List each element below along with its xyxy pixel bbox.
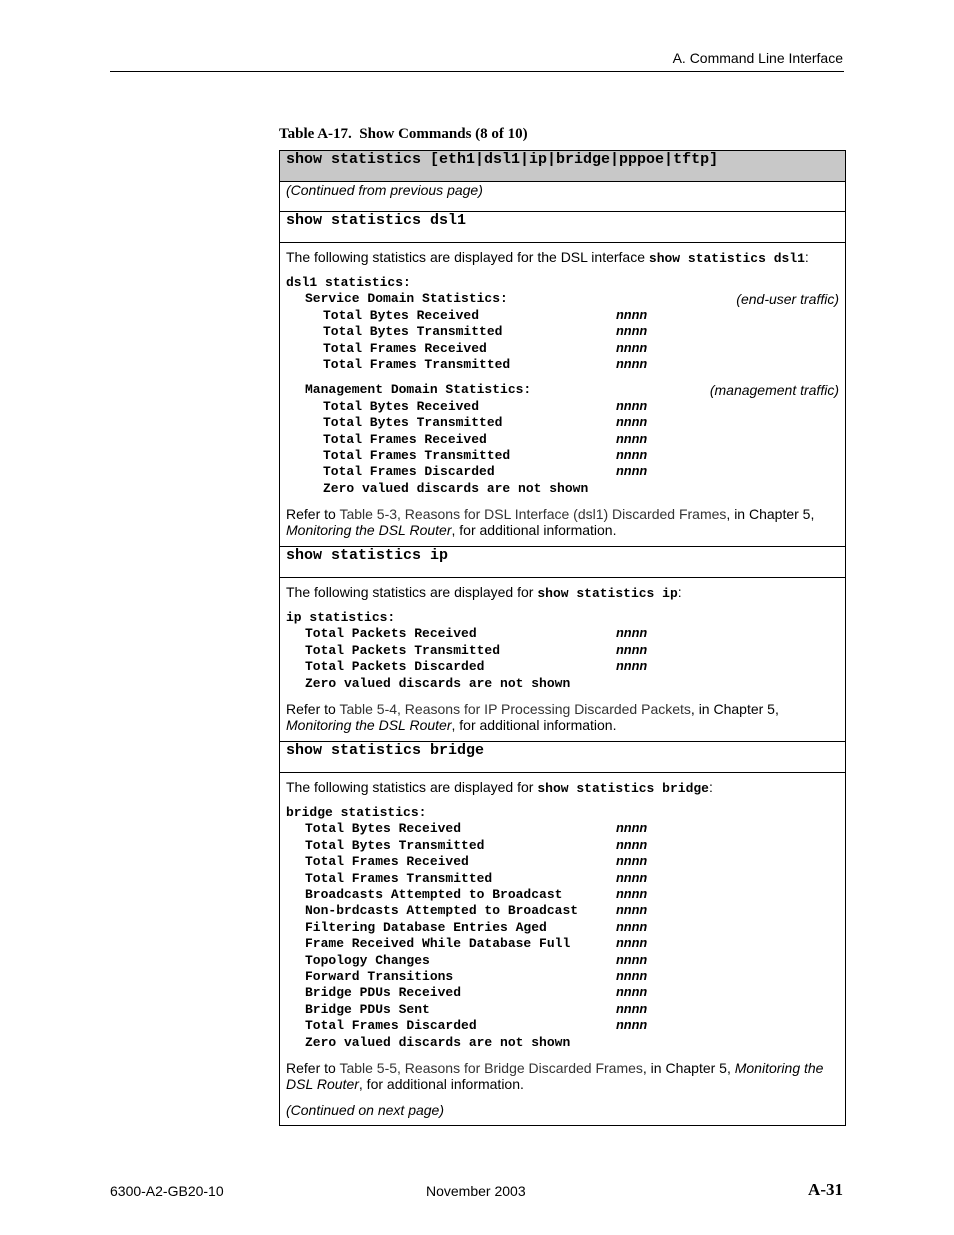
dsl1-mgmt-stat-line-value: nnnn bbox=[616, 398, 648, 414]
bridge-stat-line-value: nnnn bbox=[616, 903, 648, 919]
ip-stat-line-value: nnnn bbox=[616, 659, 648, 675]
dsl1-reference-link[interactable]: Table 5-3, Reasons for DSL Interface (dsl1) Discarded Frames bbox=[339, 506, 727, 523]
dsl1-body-row bbox=[280, 243, 846, 547]
dsl1-service-heading: Service Domain Statistics: (end-user traffic) bbox=[305, 291, 839, 308]
show-commands-table bbox=[279, 150, 846, 1126]
bridge-stat-line bbox=[286, 985, 839, 1001]
ip-reference-link[interactable]: Table 5-4, Reasons for IP Processing Discarded Packets bbox=[339, 701, 691, 718]
bridge-heading: bridge statistics: bbox=[286, 805, 427, 821]
bridge-stat-line-value: nnnn bbox=[616, 985, 648, 1001]
bridge-stat-line-label: Total Frames Transmitted bbox=[305, 870, 493, 886]
dsl1-mgmt-note: (management traffic) bbox=[709, 382, 839, 399]
table-caption-title: Show Commands (8 of 10) bbox=[359, 126, 528, 142]
dsl1-mgmt-stat-line-value: nnnn bbox=[616, 447, 648, 463]
dsl1-reference: Refer to Table 5-3, Reasons for DSL Interface (dsl1) Discarded Frames, in Chapter 5, Monitoring the DSL Router, for additional information. bbox=[286, 506, 815, 539]
dsl1-service-stat-line-label: Total Bytes Transmitted bbox=[323, 324, 503, 340]
footer-date: November 2003 bbox=[426, 1183, 526, 1199]
dsl1-service-stat-line bbox=[286, 357, 839, 373]
dsl1-mgmt-stat-line-value: nnnn bbox=[616, 431, 648, 447]
bridge-intro: The following statistics are displayed for show statistics bridge: bbox=[286, 779, 713, 797]
bridge-stat-line-label: Total Bytes Transmitted bbox=[305, 837, 485, 853]
dsl1-statistics-output bbox=[286, 275, 839, 497]
continued-on-note: (Continued on next page) bbox=[286, 1101, 444, 1118]
ip-command: show statistics ip bbox=[280, 547, 846, 578]
bridge-stat-line-value: nnnn bbox=[616, 854, 648, 870]
bridge-command-row bbox=[280, 742, 846, 773]
dsl1-heading: dsl1 statistics: bbox=[286, 275, 411, 290]
ip-stat-line bbox=[286, 643, 839, 659]
bridge-stat-line-label: Broadcasts Attempted to Broadcast bbox=[305, 886, 563, 902]
dsl1-body bbox=[280, 243, 846, 547]
bridge-stat-line bbox=[286, 920, 839, 936]
bridge-body bbox=[280, 773, 846, 1126]
dsl1-mgmt-stat-line-label: Total Frames Discarded bbox=[323, 464, 495, 480]
bridge-stat-line-value: nnnn bbox=[616, 919, 648, 935]
dsl1-service-stat-line-value: nnnn bbox=[616, 340, 648, 356]
dsl1-mgmt-stat-line-label: Total Bytes Transmitted bbox=[323, 415, 503, 431]
bridge-stat-line-label: Bridge PDUs Received bbox=[305, 985, 462, 1001]
dsl1-service-note: (end-user traffic) bbox=[736, 291, 839, 308]
ip-stat-line bbox=[286, 659, 839, 675]
dsl1-service-stat-line bbox=[286, 324, 839, 340]
bridge-command: show statistics bridge bbox=[280, 742, 846, 773]
ip-stat-line-value: nnnn bbox=[616, 626, 648, 642]
bridge-body-row bbox=[280, 773, 846, 1126]
dsl1-mgmt-stat-line-label: Total Bytes Received bbox=[323, 398, 480, 414]
dsl1-service-stat-line-value: nnnn bbox=[616, 356, 648, 372]
dsl1-mgmt-stat-line-label: Total Frames Received bbox=[323, 431, 487, 447]
bridge-statistics-output bbox=[286, 805, 839, 1051]
bridge-stat-line bbox=[286, 936, 839, 952]
dsl1-service-stat-line-label: Total Frames Received bbox=[323, 340, 487, 356]
dsl1-intro bbox=[286, 249, 839, 267]
bridge-stat-line-value: nnnn bbox=[616, 837, 648, 853]
bridge-stat-line-label: Topology Changes bbox=[305, 952, 430, 968]
dsl1-mgmt-stat-line bbox=[286, 448, 839, 464]
ip-intro: The following statistics are displayed for show statistics ip: bbox=[286, 584, 682, 602]
bridge-stat-line-value: nnnn bbox=[616, 1001, 648, 1017]
dsl1-mgmt-stat-line-value: nnnn bbox=[616, 464, 648, 480]
dsl1-service-stat-line-value: nnnn bbox=[616, 307, 648, 323]
dsl1-mgmt-heading: Management Domain Statistics: (management traffic) bbox=[305, 382, 839, 399]
bridge-stat-line-label: Total Frames Discarded bbox=[305, 1018, 477, 1034]
ip-command-row bbox=[280, 547, 846, 578]
ip-tail: Zero valued discards are not shown bbox=[305, 675, 571, 691]
dsl1-command: show statistics dsl1 bbox=[280, 212, 846, 243]
ip-stat-line-value: nnnn bbox=[616, 642, 648, 658]
running-header: A. Command Line Interface bbox=[672, 50, 843, 66]
command-syntax-header: show statistics [eth1|dsl1|ip|bridge|pppoe|tftp] bbox=[280, 151, 846, 182]
dsl1-service-stat-line bbox=[286, 341, 839, 357]
dsl1-service-stat-line-label: Total Bytes Received bbox=[323, 307, 480, 323]
bridge-reference-link[interactable]: Table 5-5, Reasons for Bridge Discarded Frames bbox=[339, 1059, 643, 1076]
ip-body bbox=[280, 578, 846, 742]
dsl1-mgmt-stat-line bbox=[286, 415, 839, 431]
footer-doc-number: 6300-A2-GB20-10 bbox=[110, 1183, 224, 1199]
ip-stat-line-label: Total Packets Received bbox=[305, 626, 477, 642]
bridge-stat-line-value: nnnn bbox=[616, 821, 648, 837]
table-caption bbox=[279, 126, 528, 143]
bridge-stat-line-label: Non-brdcasts Attempted to Broadcast bbox=[305, 903, 579, 919]
bridge-stat-line-value: nnnn bbox=[616, 886, 648, 902]
bridge-tail: Zero valued discards are not shown bbox=[305, 1034, 571, 1050]
dsl1-mgmt-stat-line-label: Total Frames Transmitted bbox=[323, 447, 511, 463]
header-rule bbox=[110, 71, 844, 72]
dsl1-service-stat-line-label: Total Frames Transmitted bbox=[323, 356, 511, 372]
ip-lines bbox=[286, 626, 839, 675]
bridge-stat-line-value: nnnn bbox=[616, 968, 648, 984]
ip-stat-line bbox=[286, 626, 839, 642]
bridge-stat-line bbox=[286, 1018, 839, 1034]
bridge-stat-line bbox=[286, 871, 839, 887]
bridge-stat-line-value: nnnn bbox=[616, 936, 648, 952]
ip-body-row bbox=[280, 578, 846, 742]
bridge-stat-line-label: Forward Transitions bbox=[305, 968, 454, 984]
dsl1-mgmt-tail: Zero valued discards are not shown bbox=[323, 480, 589, 496]
dsl1-intro-code: show statistics dsl1 bbox=[648, 251, 805, 266]
continued-from-row bbox=[280, 182, 846, 212]
bridge-stat-line bbox=[286, 854, 839, 870]
dsl1-command-row bbox=[280, 212, 846, 243]
ip-intro-code: show statistics ip bbox=[537, 586, 678, 602]
bridge-stat-line-label: Total Bytes Received bbox=[305, 821, 462, 837]
bridge-stat-line bbox=[286, 903, 839, 919]
dsl1-service-stat-line bbox=[286, 308, 839, 324]
table-caption-label: Table A-17. bbox=[279, 126, 352, 142]
bridge-stat-line-label: Total Frames Received bbox=[305, 854, 469, 870]
bridge-stat-line bbox=[286, 1002, 839, 1018]
dsl1-service-lines bbox=[286, 308, 839, 374]
ip-heading: ip statistics: bbox=[286, 610, 396, 626]
bridge-lines bbox=[286, 821, 839, 1034]
dsl1-mgmt-stat-line bbox=[286, 432, 839, 448]
dsl1-mgmt-stat-line bbox=[286, 464, 839, 480]
footer-page-number: A-31 bbox=[808, 1180, 843, 1199]
dsl1-service-stat-line-value: nnnn bbox=[616, 324, 648, 340]
bridge-stat-line-label: Bridge PDUs Sent bbox=[305, 1001, 430, 1017]
ip-stat-line-label: Total Packets Discarded bbox=[305, 659, 485, 675]
bridge-stat-line bbox=[286, 953, 839, 969]
bridge-stat-line bbox=[286, 838, 839, 854]
ip-statistics-output bbox=[286, 610, 839, 692]
bridge-stat-line-value: nnnn bbox=[616, 1018, 648, 1034]
ip-stat-line-label: Total Packets Transmitted bbox=[305, 642, 501, 658]
bridge-reference: Refer to Table 5-5, Reasons for Bridge Discarded Frames, in Chapter 5, Monitoring the DSL Router, for additional information. bbox=[286, 1059, 824, 1092]
dsl1-mgmt-lines bbox=[286, 399, 839, 481]
bridge-stat-line bbox=[286, 821, 839, 837]
bridge-stat-line-label: Frame Received While Database Full bbox=[305, 936, 571, 952]
table-header-row bbox=[280, 151, 846, 182]
dsl1-mgmt-stat-line bbox=[286, 399, 839, 415]
dsl1-intro-text: The following statistics are displayed for the DSL interface bbox=[286, 249, 649, 265]
bridge-stat-line bbox=[286, 887, 839, 903]
bridge-stat-line-value: nnnn bbox=[616, 870, 648, 886]
bridge-stat-line-label: Filtering Database Entries Aged bbox=[305, 919, 547, 935]
continued-from-note: (Continued from previous page) bbox=[280, 182, 846, 212]
ip-reference: Refer to Table 5-4, Reasons for IP Processing Discarded Packets, in Chapter 5, Monitoring the DSL Router, for additional information. bbox=[286, 701, 779, 734]
dsl1-intro-end: : bbox=[804, 249, 809, 265]
bridge-stat-line-value: nnnn bbox=[616, 952, 648, 968]
dsl1-mgmt-stat-line-value: nnnn bbox=[616, 415, 648, 431]
bridge-stat-line bbox=[286, 969, 839, 985]
bridge-intro-code: show statistics bridge bbox=[537, 781, 709, 797]
